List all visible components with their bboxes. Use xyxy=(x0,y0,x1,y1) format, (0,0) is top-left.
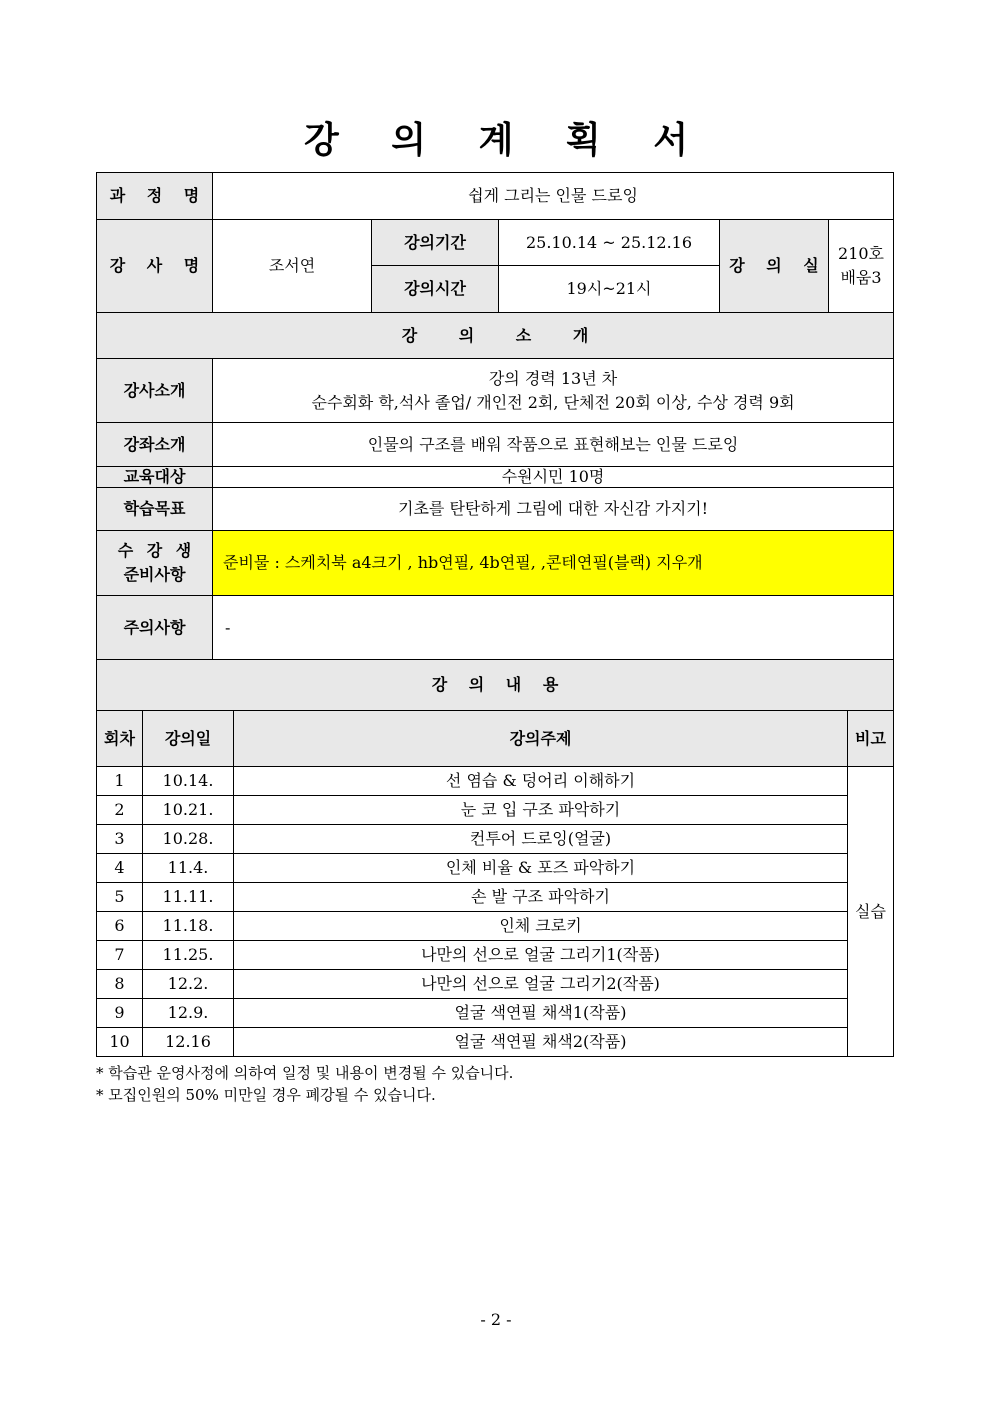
table-row xyxy=(97,796,894,825)
footnotes xyxy=(96,1062,513,1106)
table-row xyxy=(97,1028,894,1057)
col-header-remark: 비고 xyxy=(848,711,894,767)
row-date: 11.4. xyxy=(143,854,234,883)
row-no: 4 xyxy=(97,854,143,883)
col-header-no: 회차 xyxy=(97,711,143,767)
instructor-intro-value xyxy=(213,359,894,423)
row-date: 11.18. xyxy=(143,912,234,941)
row-topic: 손 발 구조 파악하기 xyxy=(234,883,848,912)
col-header-date: 강의일 xyxy=(143,711,234,767)
row-no: 8 xyxy=(97,970,143,999)
room-label: 강 의 실 xyxy=(720,220,829,313)
row-no: 1 xyxy=(97,767,143,796)
instructor-label: 강 사 명 xyxy=(97,220,213,313)
row-topic: 나만의 선으로 얼굴 그리기2(작품) xyxy=(234,970,848,999)
instructor-intro-line1: 강의 경력 13년 차 xyxy=(488,368,618,388)
prep-label-line2: 준비사항 xyxy=(123,565,186,584)
row-topic: 나만의 선으로 얼굴 그리기1(작품) xyxy=(234,941,848,970)
instructor-intro-line2: 순수회화 학,석사 졸업/ 개인전 2회, 단체전 20회 이상, 수상 경력 9회 xyxy=(311,392,795,412)
row-topic: 선 염습 & 덩어리 이해하기 xyxy=(234,767,848,796)
footnote: * 학습관 운영사정에 의하여 일정 및 내용이 변경될 수 있습니다. xyxy=(96,1064,514,1082)
target-value: 수원시민 10명 xyxy=(213,467,894,488)
room-name: 배움3 xyxy=(840,268,882,287)
row-topic: 얼굴 색연필 채색2(작품) xyxy=(234,1028,848,1057)
row-no: 3 xyxy=(97,825,143,854)
row-no: 2 xyxy=(97,796,143,825)
intro-header: 강 의 소 개 xyxy=(97,313,894,359)
table-row xyxy=(97,999,894,1028)
course-value: 쉽게 그리는 인물 드로잉 xyxy=(213,173,894,220)
goal-value: 기초를 탄탄하게 그림에 대한 자신감 가지기! xyxy=(213,488,894,531)
target-label: 교육대상 xyxy=(97,467,213,488)
row-date: 12.16 xyxy=(143,1028,234,1057)
schedule-table xyxy=(96,710,894,1057)
prep-value: 준비물 : 스케치북 a4크기 , hb연필, 4b연필, ,콘테연필(블랙) 지우개 xyxy=(213,531,894,596)
row-no: 6 xyxy=(97,912,143,941)
row-date: 11.11. xyxy=(143,883,234,912)
time-value: 19시~21시 xyxy=(499,266,720,313)
row-no: 10 xyxy=(97,1028,143,1057)
table-row xyxy=(97,970,894,999)
room-value xyxy=(829,220,894,313)
row-topic: 인체 크로키 xyxy=(234,912,848,941)
course-info-table xyxy=(96,172,894,711)
table-row xyxy=(97,767,894,796)
room-number: 210호 xyxy=(838,244,885,263)
footnote: * 모집인원의 50% 미만일 경우 폐강될 수 있습니다. xyxy=(96,1086,436,1104)
table-row xyxy=(97,854,894,883)
table-row xyxy=(97,883,894,912)
row-date: 12.9. xyxy=(143,999,234,1028)
caution-label: 주의사항 xyxy=(97,596,213,660)
schedule-header: 강 의 내 용 xyxy=(97,660,894,711)
row-no: 7 xyxy=(97,941,143,970)
row-topic: 얼굴 색연필 채색1(작품) xyxy=(234,999,848,1028)
time-label: 강의시간 xyxy=(372,266,499,313)
course-label: 과 정 명 xyxy=(97,173,213,220)
instructor-value: 조서연 xyxy=(213,220,372,313)
remark-cell: 실습 xyxy=(848,767,894,1057)
period-label: 강의기간 xyxy=(372,220,499,266)
col-header-topic: 강의주제 xyxy=(234,711,848,767)
row-no: 5 xyxy=(97,883,143,912)
row-date: 10.28. xyxy=(143,825,234,854)
row-topic: 눈 코 입 구조 파악하기 xyxy=(234,796,848,825)
row-topic: 컨투어 드로잉(얼굴) xyxy=(234,825,848,854)
prep-label xyxy=(97,531,213,596)
row-no: 9 xyxy=(97,999,143,1028)
table-row xyxy=(97,941,894,970)
caution-value: - xyxy=(213,596,894,660)
row-date: 10.21. xyxy=(143,796,234,825)
row-topic: 인체 비율 & 포즈 파악하기 xyxy=(234,854,848,883)
instructor-intro-label: 강사소개 xyxy=(97,359,213,423)
page-number: - 2 - xyxy=(480,1310,512,1329)
page-title: 강 의 계 획 서 xyxy=(303,120,708,161)
course-intro-value: 인물의 구조를 배워 작품으로 표현해보는 인물 드로잉 xyxy=(213,423,894,467)
course-intro-label: 강좌소개 xyxy=(97,423,213,467)
row-date: 11.25. xyxy=(143,941,234,970)
goal-label: 학습목표 xyxy=(97,488,213,531)
period-value: 25.10.14 ~ 25.12.16 xyxy=(499,220,720,266)
row-date: 10.14. xyxy=(143,767,234,796)
table-row xyxy=(97,912,894,941)
prep-label-line1: 수 강 생 xyxy=(117,541,196,560)
row-date: 12.2. xyxy=(143,970,234,999)
table-row xyxy=(97,825,894,854)
